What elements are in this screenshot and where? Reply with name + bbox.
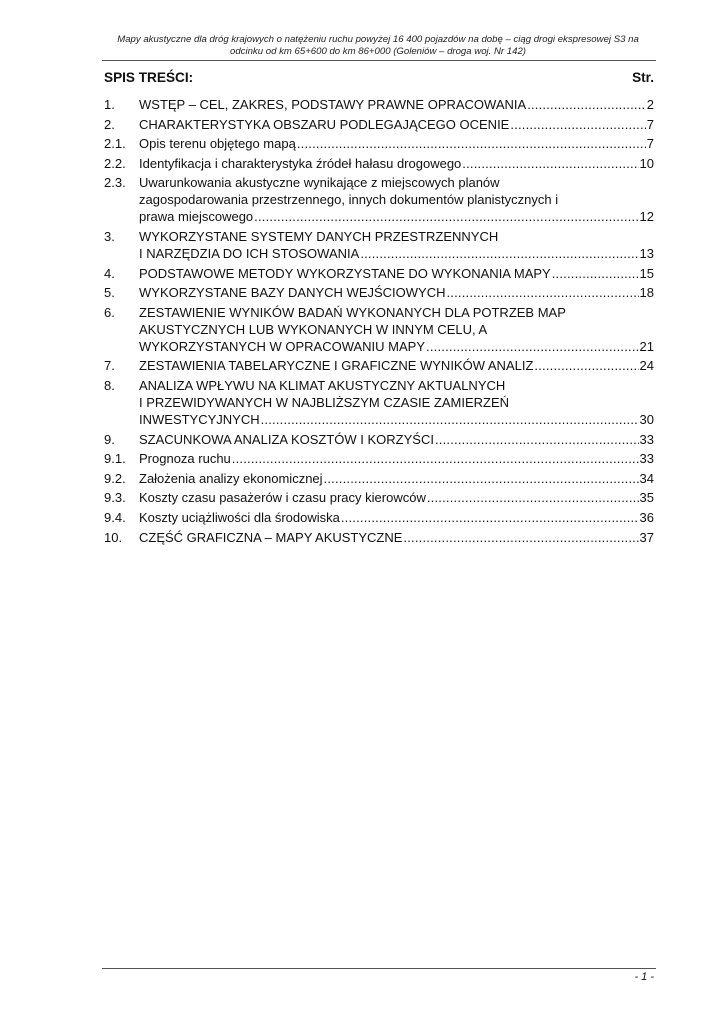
toc-entry-last-line: [139, 284, 654, 301]
toc-page-column-label: Str.: [632, 70, 654, 85]
toc-entry-title-line: ZESTAWIENIE WYNIKÓW BADAŃ WYKONANYCH DLA POTRZEB MAP: [139, 304, 566, 320]
toc-entry-last-line: [139, 265, 654, 282]
toc-entry-number: 5.: [104, 285, 115, 301]
footer-divider: [102, 968, 656, 969]
toc-entry-last-line: [139, 116, 654, 133]
dot-leader: [360, 245, 638, 262]
toc-entry-page: 33: [639, 431, 654, 447]
dot-leader: [552, 265, 639, 282]
toc-entry-body: [139, 304, 654, 355]
toc-entry-title-line: Założenia analizy ekonomicznej: [139, 470, 323, 486]
toc-entry-page: 7: [646, 116, 654, 132]
toc-entry-title-line: CZĘŚĆ GRAFICZNA – MAPY AKUSTYCZNE: [139, 529, 403, 545]
toc-entry-last-line: [139, 135, 654, 152]
toc-entry-last-line: [139, 450, 654, 467]
toc-entry[interactable]: [104, 489, 654, 506]
toc-entry[interactable]: [104, 135, 654, 152]
toc-entry-body: [139, 135, 654, 152]
toc-entry-number: 8.: [104, 377, 115, 393]
dot-leader: [510, 116, 645, 133]
toc-entry-number: 2.2.: [104, 155, 126, 171]
running-header: [102, 34, 654, 57]
toc-entry-page: 13: [639, 245, 654, 261]
page-number: - 1 -: [634, 971, 654, 983]
toc-entry-page: 2: [646, 97, 654, 112]
toc-entry-title-line: WYKORZYSTANE BAZY DANYCH WEJŚCIOWYCH: [139, 285, 446, 301]
toc-entry-number: 2.3.: [104, 175, 126, 191]
toc-entry-last-line: [139, 489, 654, 506]
running-header-line-1: Mapy akustyczne dla dróg krajowych o natężeniu ruchu powyżej 16 400 pojazdów na dobę – ciąg drogi ekspresowej S3 na: [117, 34, 639, 45]
toc-entry[interactable]: [104, 377, 654, 428]
toc-entry-title-line: Koszty uciążliwości dla środowiska: [139, 509, 340, 525]
toc-entry-number: 9.: [104, 431, 115, 447]
toc-entry-body: [139, 265, 654, 282]
header-divider: [102, 60, 656, 61]
table-of-contents: [104, 96, 654, 546]
toc-entry-number: 1.: [104, 97, 115, 112]
toc-entry-body: [139, 357, 654, 374]
toc-entry-body: [139, 116, 654, 133]
toc-entry-number: 9.3.: [104, 490, 126, 506]
toc-entry-body: [139, 155, 654, 172]
toc-entry-title-line: Uwarunkowania akustyczne wynikające z miejscowych planów: [139, 175, 500, 191]
toc-entry-title-line: zagospodarowania przestrzennego, innych dokumentów planistycznych i: [139, 192, 559, 208]
toc-entry-page: 35: [639, 490, 654, 506]
toc-entry-title-line: Prognoza ruchu: [139, 451, 231, 467]
toc-entry-number: 3.: [104, 228, 115, 244]
toc-entry-number: 9.2.: [104, 470, 126, 486]
toc-entry-title-line: I PRZEWIDYWANYCH W NAJBLIŻSZYM CZASIE ZAMIERZEŃ: [139, 394, 510, 410]
dot-leader: [427, 489, 639, 506]
toc-entry-title-line: ZESTAWIENIA TABELARYCZNE I GRAFICZNE WYNIKÓW ANALIZ: [139, 358, 534, 374]
toc-entry-number: 4.: [104, 265, 115, 281]
toc-entry-title-line: PODSTAWOWE METODY WYKORZYSTANE DO WYKONANIA MAPY: [139, 265, 551, 281]
toc-entry-last-line: [139, 509, 654, 526]
toc-entry-body: [139, 450, 654, 467]
toc-entry-page: 7: [646, 136, 654, 152]
toc-entry[interactable]: [104, 304, 654, 355]
toc-entry-title-line: CHARAKTERYSTYKA OBSZARU PODLEGAJĄCEGO OCENIE: [139, 116, 510, 132]
toc-entry[interactable]: [104, 228, 654, 262]
running-header-line-2: odcinku od km 65+600 do km 86+000 (Goleniów – droga woj. Nr 142): [230, 45, 526, 57]
toc-entry[interactable]: [104, 529, 654, 546]
dot-leader: [435, 431, 639, 448]
dot-leader: [527, 96, 646, 113]
toc-entry-title-line: Opis terenu objętego mapą: [139, 136, 296, 152]
toc-entry-last-line: [139, 338, 654, 355]
toc-entry-title-line: SZACUNKOWA ANALIZA KOSZTÓW I KORZYŚCI: [139, 431, 434, 447]
dot-leader: [447, 284, 639, 301]
dot-leader: [426, 338, 639, 355]
toc-entry-last-line: [139, 357, 654, 374]
toc-entry-page: 37: [639, 529, 654, 545]
toc-entry-page: 30: [639, 411, 654, 427]
toc-entry-last-line: [139, 208, 654, 225]
toc-entry-page: 33: [639, 451, 654, 467]
toc-entry-body: [139, 284, 654, 301]
toc-entry-body: [139, 174, 654, 225]
dot-leader: [324, 470, 639, 487]
toc-title: SPIS TREŚCI:: [104, 70, 194, 85]
dot-leader: [341, 509, 639, 526]
toc-entry-page: 15: [639, 265, 654, 281]
toc-entry-number: 7.: [104, 358, 115, 374]
toc-entry-page: 21: [639, 338, 654, 354]
toc-entry-page: 34: [639, 470, 654, 486]
toc-entry[interactable]: [104, 155, 654, 172]
toc-entry-number: 10.: [104, 529, 123, 545]
toc-entry[interactable]: [104, 284, 654, 301]
toc-entry-body: [139, 529, 654, 546]
toc-entry-last-line: [139, 96, 654, 113]
toc-entry-title-line: ANALIZA WPŁYWU NA KLIMAT AKUSTYCZNY AKTUALNYCH: [139, 377, 506, 393]
toc-entry-number: 2.: [104, 116, 115, 132]
toc-entry-last-line: [139, 529, 654, 546]
toc-entry-page: 18: [639, 285, 654, 301]
toc-entry-title-line: AKUSTYCZNYCH LUB WYKONANYCH W INNYM CELU, A: [139, 321, 488, 337]
toc-entry-body: [139, 228, 654, 262]
dot-leader: [403, 529, 638, 546]
dot-leader: [232, 450, 639, 467]
toc-entry[interactable]: [104, 96, 654, 113]
toc-entry-title-line: WSTĘP – CEL, ZAKRES, PODSTAWY PRAWNE OPRACOWANIA: [139, 97, 527, 112]
toc-entry[interactable]: [104, 470, 654, 487]
toc-entry-body: [139, 96, 654, 113]
toc-entry-title-line: I NARZĘDZIA DO ICH STOSOWANIA: [139, 245, 360, 261]
toc-entry-number: 2.1.: [104, 136, 126, 152]
toc-entry-title-line: Identyfikacja i charakterystyka źródeł hałasu drogowego: [139, 155, 462, 171]
toc-entry-page: 36: [639, 509, 654, 525]
toc-entry-page: 12: [639, 209, 654, 225]
toc-entry-body: [139, 470, 654, 487]
toc-entry-last-line: [139, 155, 654, 172]
toc-entry[interactable]: [104, 116, 654, 133]
dot-leader: [254, 208, 638, 225]
toc-entry[interactable]: [104, 431, 654, 448]
toc-entry[interactable]: [104, 357, 654, 374]
toc-entry[interactable]: [104, 265, 654, 282]
toc-entry-title-line: Koszty czasu pasażerów i czasu pracy kierowców: [139, 490, 426, 506]
dot-leader: [297, 135, 646, 152]
toc-entry-last-line: [139, 411, 654, 428]
toc-entry[interactable]: [104, 174, 654, 225]
toc-entry-title-line: prawa miejscowego: [139, 209, 254, 225]
toc-entry-body: [139, 509, 654, 526]
toc-heading: [104, 70, 654, 88]
toc-entry-number: 9.4.: [104, 509, 126, 525]
dot-leader: [534, 357, 638, 374]
toc-entry-last-line: [139, 245, 654, 262]
toc-entry-page: 24: [639, 358, 654, 374]
toc-entry-number: 6.: [104, 304, 115, 320]
toc-entry-title-line: INWESTYCYJNYCH: [139, 411, 260, 427]
dot-leader: [261, 411, 639, 428]
dot-leader: [462, 155, 638, 172]
toc-entry-page: 10: [639, 155, 654, 171]
toc-entry-body: [139, 377, 654, 428]
toc-entry-body: [139, 431, 654, 448]
toc-entry-title-line: WYKORZYSTANYCH W OPRACOWANIU MAPY: [139, 338, 426, 354]
toc-entry[interactable]: [104, 450, 654, 467]
toc-entry-last-line: [139, 470, 654, 487]
toc-entry-title-line: WYKORZYSTANE SYSTEMY DANYCH PRZESTRZENNYCH: [139, 228, 499, 244]
toc-entry-last-line: [139, 431, 654, 448]
toc-entry[interactable]: [104, 509, 654, 526]
toc-entry-number: 9.1.: [104, 451, 126, 467]
toc-entry-body: [139, 489, 654, 506]
